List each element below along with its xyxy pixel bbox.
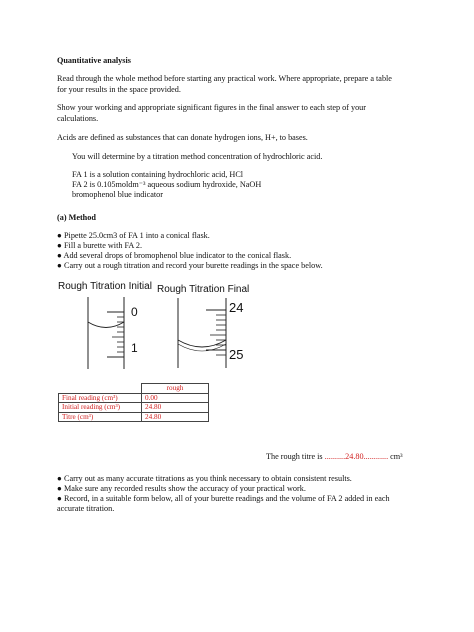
final-burette-caption: Rough Titration Final bbox=[157, 284, 250, 295]
row-label: Initial reading (cm³) bbox=[59, 403, 142, 413]
initial-burette-mark-bottom: 1 bbox=[131, 341, 138, 355]
intro-line-1: Read through the whole method before starting any practical work. Where appropriate, prepare a table bbox=[57, 74, 392, 83]
row-value: 0.00 bbox=[142, 393, 209, 403]
row-label: Final reading (cm³) bbox=[59, 393, 142, 403]
rough-titre-value: 24.80 bbox=[345, 452, 364, 461]
rough-titration-table bbox=[58, 383, 209, 422]
intro-line-3: Show your working and appropriate significant figures in the final answer to each step of your bbox=[57, 103, 366, 112]
table-row bbox=[59, 412, 209, 422]
rough-titre-dots-before: .......... bbox=[324, 452, 346, 461]
intro-line-5: Acids are defined as substances that can donate hydrogen ions, H+, to bases. bbox=[57, 133, 308, 142]
final-burette-diagram bbox=[176, 298, 232, 368]
accurate-step: accurate titration. bbox=[57, 504, 115, 513]
row-value: 24.80 bbox=[142, 403, 209, 413]
table-header-row bbox=[59, 384, 209, 394]
fa1-description: FA 1 is a solution containing hydrochloric acid, HCl bbox=[72, 170, 244, 179]
column-header-rough: rough bbox=[142, 384, 209, 394]
method-step: ● Pipette 25.0cm3 of FA 1 into a conical flask. bbox=[57, 231, 210, 240]
task-statement: You will determine by a titration method concentration of hydrochloric acid. bbox=[72, 152, 323, 161]
initial-burette-caption: Rough Titration Initial bbox=[58, 281, 152, 292]
initial-burette-mark-top: 0 bbox=[131, 305, 138, 319]
intro-line-4: calculations. bbox=[57, 114, 99, 123]
rough-titre-dots-after: ............ bbox=[363, 452, 389, 461]
table-row bbox=[59, 393, 209, 403]
accurate-step: ● Record, in a suitable form below, all of your burette readings and the volume of FA 2 added in each bbox=[57, 494, 390, 503]
rough-titre-unit: cm³ bbox=[388, 452, 403, 461]
accurate-step: ● Carry out as many accurate titrations as you think necessary to obtain consistent results. bbox=[57, 474, 352, 483]
row-value: 24.80 bbox=[142, 412, 209, 422]
page-heading: Quantitative analysis bbox=[57, 56, 131, 65]
rough-titre-prefix: The rough titre is bbox=[266, 452, 325, 461]
method-heading: (a) Method bbox=[57, 213, 96, 222]
method-step: ● Fill a burette with FA 2. bbox=[57, 241, 143, 250]
rough-titre-statement bbox=[266, 451, 403, 462]
final-burette-mark-bottom: 25 bbox=[229, 347, 244, 362]
indicator-description: bromophenol blue indicator bbox=[72, 190, 163, 199]
method-step: ● Carry out a rough titration and record your burette readings in the space below. bbox=[57, 261, 323, 270]
initial-burette-diagram bbox=[86, 297, 136, 369]
final-burette-mark-top: 24 bbox=[229, 300, 244, 315]
accurate-step: ● Make sure any recorded results show the accuracy of your practical work. bbox=[57, 484, 306, 493]
fa2-description: FA 2 is 0.105moldm⁻³ aqueous sodium hydroxide, NaOH bbox=[72, 180, 262, 189]
row-label: Titre (cm³) bbox=[59, 412, 142, 422]
method-step: ● Add several drops of bromophenol blue indicator to the conical flask. bbox=[57, 251, 292, 260]
table-row bbox=[59, 403, 209, 413]
intro-line-2: for your results in the space provided. bbox=[57, 85, 181, 94]
